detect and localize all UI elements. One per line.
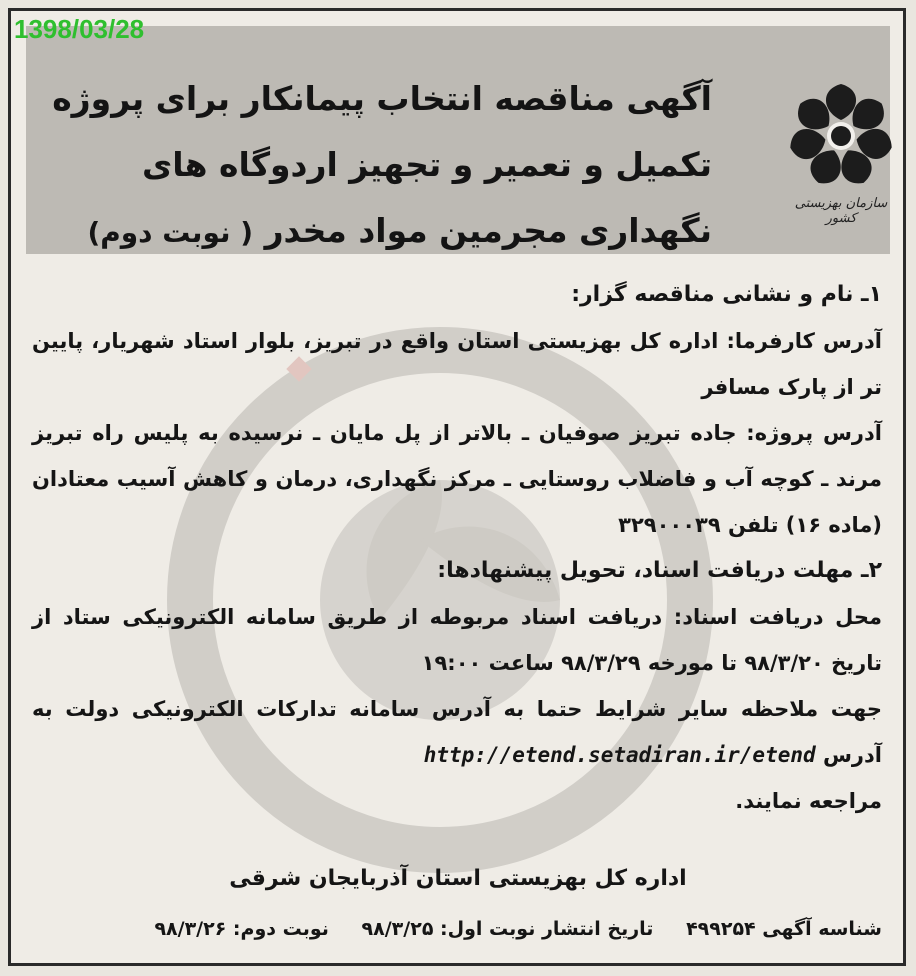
section-2-heading: ۲ـ مهلت دریافت اسناد، تحویل پیشنهادها: <box>437 558 882 583</box>
project-address: آدرس پروژه: جاده تبریز صوفیان ـ بالاتر از پل مایان ـ نرسیده به پلیس راه تبریز مرند ـ کوچه آب و فاضلاب روستایی ـ مرکز نگهداری، درمان و کاهش آسیب معتادان (ماده ۱۶) تلفن ۳۲۹۰۰۰۳۹ <box>32 421 882 537</box>
footer-info <box>32 918 882 940</box>
title-line-3-text: نگهداری مجرمین مواد مخدر <box>264 211 712 250</box>
issuer-signature: اداره کل بهزیستی استان آذربایجان شرقی <box>229 866 687 891</box>
title-banner <box>26 26 890 254</box>
flower-logo-icon <box>778 80 904 192</box>
date-stamp: 1398/03/28 <box>14 14 145 44</box>
title-line-1: آگهی مناقصه انتخاب پیمانکار برای پروژه <box>52 79 712 118</box>
logo-caption: سازمان بهزیستی کشور <box>794 196 888 226</box>
ad-id: شناسه آگهی ۴۹۹۲۵۴ <box>686 918 882 940</box>
advertisement-body <box>32 272 882 824</box>
tender-url-link[interactable]: http://etend.setadiran.ir/etend <box>423 743 816 767</box>
closing-text: مراجعه نمایند. <box>735 789 882 813</box>
organization-logo <box>778 80 904 230</box>
employer-address: آدرس کارفرما: اداره کل بهزیستی استان واقع در تبریز، بلوار استاد شهریار، پایین تر از پارک مسافر <box>32 329 882 399</box>
conditions-text: جهت ملاحظه سایر شرایط حتما به آدرس سامانه تدارکات الکترونیکی دولت به آدرس <box>32 697 882 767</box>
first-publish-date: تاریخ انتشار نوبت اول: ۹۸/۳/۲۵ <box>361 918 654 940</box>
title-line-2: تکمیل و تعمیر و تجهیز اردوگاه های <box>141 145 712 184</box>
second-publish-date: نوبت دوم: ۹۸/۳/۲۶ <box>154 918 329 940</box>
title-line-3 <box>22 198 712 266</box>
section-1-heading: ۱ـ نام و نشانی مناقصه گزار: <box>571 282 882 307</box>
title-suffix: ( نوبت دوم) <box>87 216 254 249</box>
documents-place: محل دریافت اسناد: دریافت اسناد مربوطه از طریق سامانه الکترونیکی ستاد از تاریخ ۹۸/۳/۲۰ تا مورخه ۹۸/۳/۲۹ ساعت ۱۹:۰۰ <box>32 605 882 675</box>
conditions-paragraph <box>32 686 882 778</box>
page-title <box>22 66 712 266</box>
